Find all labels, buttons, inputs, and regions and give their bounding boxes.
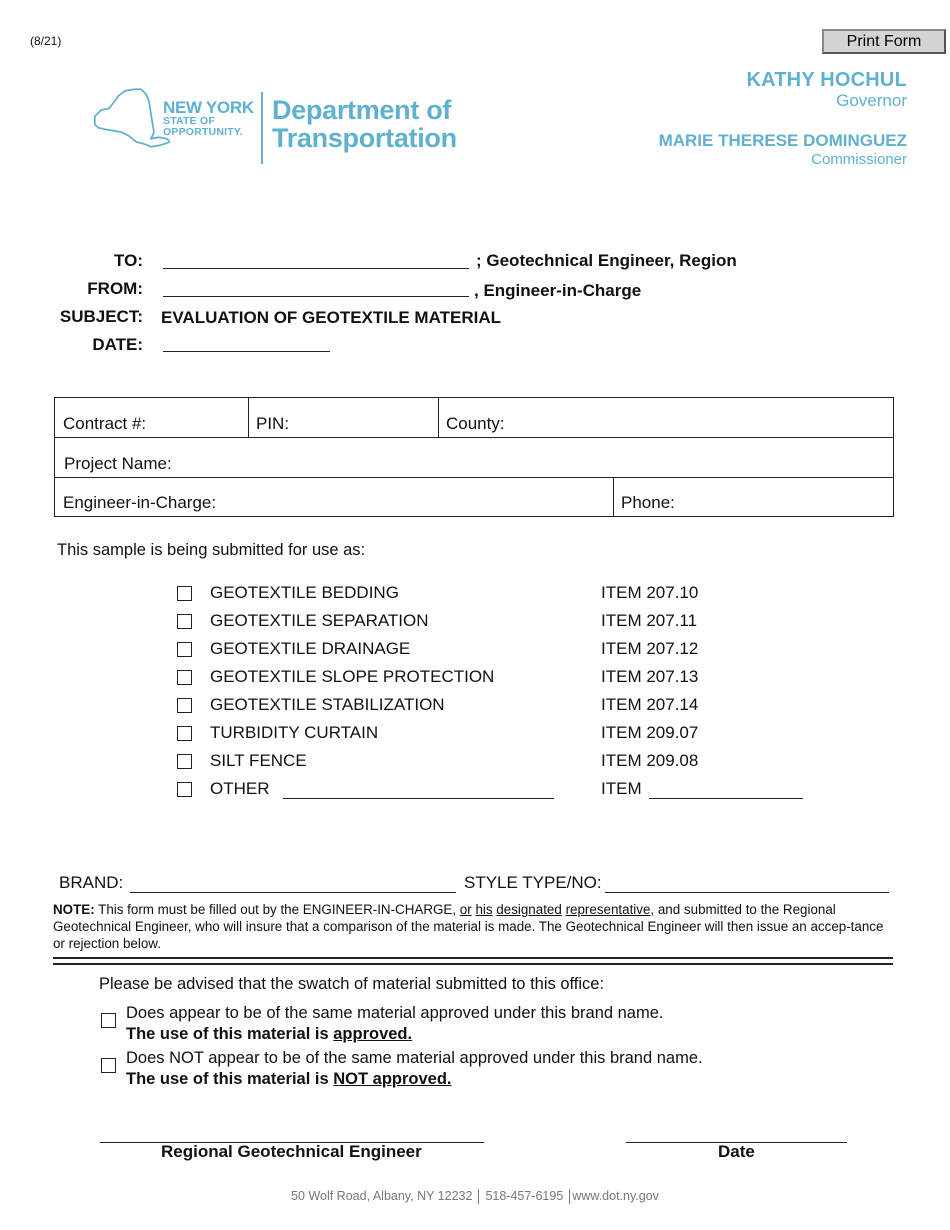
style-field[interactable] (605, 892, 889, 893)
option-row (177, 583, 817, 605)
other-item-field[interactable] (649, 798, 803, 799)
option-item-number: ITEM 209.08 (601, 751, 699, 770)
not-approved-response (126, 1048, 703, 1090)
governor-title: Governor (836, 91, 907, 110)
from-label: FROM: (87, 279, 143, 298)
option-item-number: ITEM 207.12 (601, 639, 699, 658)
separation-checkbox[interactable] (177, 614, 192, 629)
note-text (53, 901, 895, 952)
option-row (177, 611, 817, 633)
commissioner-title: Commissioner (811, 151, 907, 168)
nys-wordmark (163, 99, 254, 138)
footer (0, 1189, 950, 1204)
option-item-number: ITEM 209.07 (601, 723, 699, 742)
nys-line1: NEW YORK (163, 98, 254, 117)
option-row (177, 695, 817, 717)
brand-field[interactable] (130, 892, 456, 893)
commissioner-name: MARIE THERESE DOMINGUEZ (658, 131, 907, 150)
note-prefix: NOTE: (53, 902, 95, 917)
table-divider (55, 437, 893, 438)
style-label: STYLE TYPE/NO: (464, 873, 602, 892)
subject-value: EVALUATION OF GEOTEXTILE MATERIAL (161, 308, 501, 327)
table-divider (613, 477, 614, 517)
option-label: GEOTEXTILE SEPARATION (210, 611, 429, 630)
signature-date-label: Date (718, 1142, 755, 1161)
approved-line2-prefix: The use of this material is (126, 1025, 334, 1043)
drainage-checkbox[interactable] (177, 642, 192, 657)
option-label: GEOTEXTILE DRAINAGE (210, 639, 411, 658)
option-row (177, 723, 817, 745)
logo-divider (261, 92, 263, 164)
new-york-state-outline-icon (90, 86, 170, 166)
officials-block (659, 69, 907, 168)
engineer-signature-label: Regional Geotechnical Engineer (161, 1142, 422, 1161)
from-field[interactable] (163, 296, 469, 297)
not-approved-checkbox[interactable] (101, 1058, 116, 1073)
subject-label: SUBJECT: (59, 307, 143, 326)
slope-protection-checkbox[interactable] (177, 670, 192, 685)
other-checkbox[interactable] (177, 782, 192, 797)
print-form-button[interactable]: Print Form (822, 29, 946, 54)
option-label: GEOTEXTILE SLOPE PROTECTION (210, 667, 495, 686)
option-label: GEOTEXTILE BEDDING (210, 583, 399, 602)
project-name-field[interactable]: Project Name: (64, 454, 172, 473)
project-info-table (54, 397, 894, 517)
footer-address: 50 Wolf Road, Albany, NY 12232 (291, 1189, 473, 1203)
pin-field[interactable]: PIN: (256, 414, 290, 433)
note-or: or (459, 902, 472, 917)
to-label: TO: (114, 251, 143, 270)
advise-text: Please be advised that the swatch of material submitted to this office: (99, 975, 605, 993)
nysdot-logo (90, 86, 470, 168)
option-label: GEOTEXTILE STABILIZATION (210, 695, 445, 714)
footer-website: www.dot.ny.gov (572, 1189, 659, 1203)
table-divider (248, 398, 249, 437)
to-field[interactable] (163, 268, 469, 269)
governor-name: KATHY HOCHUL (746, 69, 907, 91)
turbidity-curtain-checkbox[interactable] (177, 726, 192, 741)
not-approved-status: NOT approved. (333, 1070, 452, 1088)
intro-text: This sample is being submitted for use as: (57, 541, 366, 559)
dept-line1: Department of (272, 95, 452, 125)
silt-fence-checkbox[interactable] (177, 754, 192, 769)
option-row (177, 751, 817, 773)
note-his: his (475, 902, 493, 917)
option-item-number: ITEM 207.11 (601, 611, 698, 630)
footer-phone: 518-457-6195 (485, 1189, 564, 1203)
option-item-number: ITEM 207.13 (601, 667, 699, 686)
stabilization-checkbox[interactable] (177, 698, 192, 713)
not-approved-line1: Does NOT appear to be of the same material approved under this brand name. (126, 1049, 703, 1067)
county-field[interactable]: County: (446, 414, 505, 433)
approved-line1: Does appear to be of the same material approved under this brand name. (126, 1004, 664, 1022)
footer-separator (569, 1189, 570, 1204)
option-row (177, 639, 817, 661)
option-label: SILT FENCE (210, 751, 307, 770)
to-suffix: ; Geotechnical Engineer, Region (476, 251, 737, 270)
option-item-number: ITEM 207.10 (601, 583, 699, 602)
note-designated: designated (496, 902, 562, 917)
not-approved-line2-prefix: The use of this material is (126, 1070, 334, 1088)
form-revision: (8/21) (30, 34, 62, 48)
dept-wordmark (272, 96, 457, 153)
nys-line3: OPPORTUNITY. (163, 126, 243, 139)
note-representative: representative, (565, 902, 655, 917)
note-part1: This form must be filled out by the ENGINEER-IN-CHARGE, (94, 902, 460, 917)
option-row (177, 667, 817, 689)
approved-checkbox[interactable] (101, 1013, 116, 1028)
footer-separator (478, 1189, 479, 1204)
note-part2: and submitted to the Regional Geotechnical Engineer, who will insure that a comparison of the material is made. The Geotechnical Engineer will then issue an accep-tance or rejection below. (53, 902, 884, 951)
section-divider (53, 957, 893, 959)
section-divider (53, 963, 893, 965)
date-label: DATE: (92, 335, 143, 354)
option-item-number: ITEM (601, 779, 642, 798)
approved-status: approved. (333, 1025, 413, 1043)
table-divider (55, 477, 893, 478)
other-description-field[interactable] (283, 798, 554, 799)
contract-field[interactable]: Contract #: (63, 414, 147, 433)
date-field[interactable] (163, 351, 330, 352)
option-label: TURBIDITY CURTAIN (210, 723, 379, 742)
engineer-field[interactable]: Engineer-in-Charge: (63, 493, 217, 512)
from-suffix: , Engineer-in-Charge (474, 281, 642, 300)
brand-label: BRAND: (59, 873, 124, 892)
nys-line2: STATE OF (163, 115, 215, 127)
bedding-checkbox[interactable] (177, 586, 192, 601)
table-divider (438, 398, 439, 437)
dept-line2: Transportation (272, 123, 457, 154)
approved-response (126, 1003, 664, 1045)
option-row (177, 779, 817, 801)
option-item-number: ITEM 207.14 (601, 695, 699, 714)
phone-field[interactable]: Phone: (621, 493, 675, 512)
option-label: OTHER (210, 779, 270, 798)
